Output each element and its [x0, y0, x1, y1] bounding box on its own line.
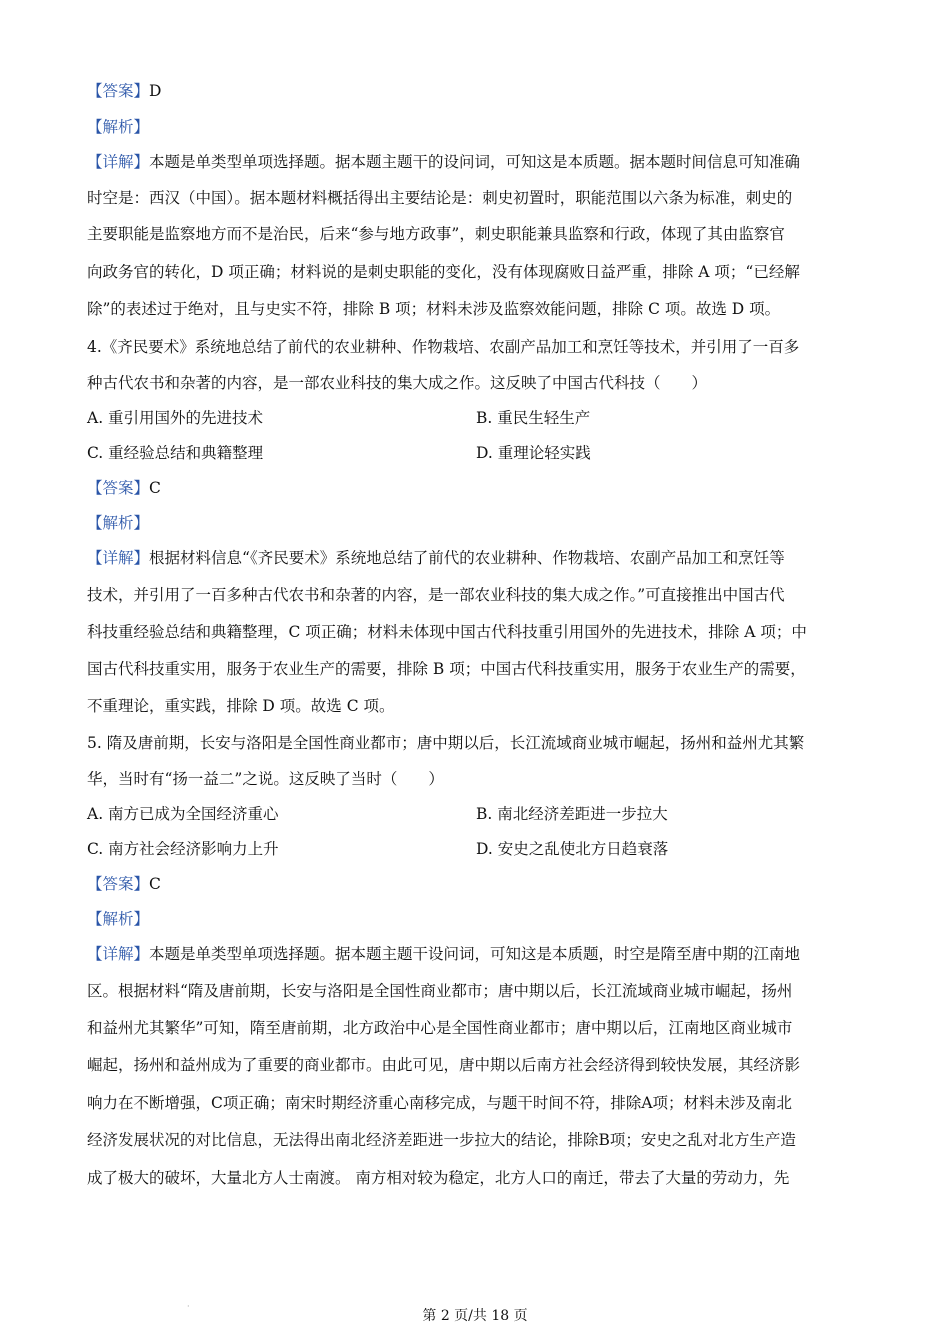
detail-text: 本题是单类型单项选择题。据本题主题干设问词，可知这是本质题，时空是隋至唐中期的江南地	[149, 945, 801, 963]
answer-tag: 【答案】	[87, 479, 150, 497]
detail-line: 响力在不断增强，C项正确；南宋时期经济重心南移完成，与题干时间不符，排除A项；材料未涉及南北	[87, 1094, 793, 1112]
option-a: A. 南方已成为全国经济重心	[87, 805, 279, 823]
option-d: D. 安史之乱使北方日趋衰落	[476, 840, 669, 858]
option-b: B. 南北经济差距进一步拉大	[476, 805, 668, 823]
option-c: C. 南方社会经济影响力上升	[87, 840, 279, 858]
option-b: B. 重民生轻生产	[476, 409, 591, 427]
answer-tag: 【答案】	[87, 875, 150, 893]
answer-value: C	[149, 875, 161, 893]
detail-line: 主要职能是监察地方而不是治民，后来“参与地方政事”，刺史职能兼具监察和行政，体现了其由监察官	[87, 225, 785, 243]
detail-tag: 【详解】	[87, 549, 150, 567]
detail-line: 科技重经验总结和典籍整理，C 项正确；材料未体现中国古代科技重引用国外的先进技术，排除 A 项；中	[87, 623, 807, 641]
answer-value: C	[149, 479, 161, 497]
answer-tag: 【答案】	[87, 82, 150, 100]
answer-line	[87, 874, 867, 894]
detail-line	[87, 944, 867, 964]
option-c: C. 重经验总结和典籍整理	[87, 444, 264, 462]
detail-line: 国古代科技重实用，服务于农业生产的需要，排除 B 项；中国古代科技重实用，服务于农业生产的需要，	[87, 660, 806, 678]
detail-line: 技术，并引用了一百多种古代农书和杂著的内容，是一部农业科技的集大成之作。”可直接推出中国古代	[87, 586, 785, 604]
option-d: D. 重理论轻实践	[476, 444, 591, 462]
question-stem: 种古代农书和杂著的内容，是一部农业科技的集大成之作。这反映了中国古代科技（ ）	[87, 374, 708, 392]
detail-line: 和益州尤其繁华”可知，隋至唐前期，北方政治中心是全国性商业都市；唐中期以后，江南地区商业城市	[87, 1019, 793, 1037]
answer-value: D	[149, 82, 162, 100]
answer-line	[87, 81, 867, 101]
detail-line	[87, 548, 867, 568]
question-stem: 华，当时有“扬一益二”之说。这反映了当时（ ）	[87, 770, 444, 788]
detail-line: 经济发展状况的对比信息，无法得出南北经济差距进一步拉大的结论，排除B项；安史之乱对北方生产造	[87, 1131, 796, 1149]
option-a: A. 重引用国外的先进技术	[87, 409, 264, 427]
analysis-tag: 【解析】	[87, 118, 150, 136]
detail-line: 时空是：西汉（中国）。据本题材料概括得出主要结论是：刺史初置时，职能范围以六条为标准，刺史的	[87, 189, 793, 207]
analysis-tag: 【解析】	[87, 514, 150, 532]
detail-tag: 【详解】	[87, 153, 150, 171]
detail-line: 不重理论，重实践，排除 D 项。故选 C 项。	[87, 697, 395, 715]
answer-line	[87, 478, 867, 498]
scan-mark: ·	[187, 1302, 190, 1311]
page-number: 第 2 页/共 18 页	[422, 1308, 528, 1324]
detail-line: 成了极大的破坏，大量北方人士南渡。 南方相对较为稳定，北方人口的南迁，带去了大量的劳动力，先	[87, 1169, 790, 1187]
detail-line: 崛起，扬州和益州成为了重要的商业都市。由此可见，唐中期以后南方社会经济得到较快发展，其经济影	[87, 1056, 801, 1074]
detail-line: 除”的表述过于绝对，且与史实不符，排除 B 项；材料未涉及监察效能问题，排除 C 项。故选 D 项。	[87, 300, 781, 318]
question-stem: 4.《齐民要术》系统地总结了前代的农业耕种、作物栽培、农副产品加工和烹饪等技术，并引用了一百多	[87, 338, 800, 356]
detail-text: 根据材料信息“《齐民要术》系统地总结了前代的农业耕种、作物栽培、农副产品加工和烹饪等	[149, 549, 785, 567]
analysis-tag: 【解析】	[87, 910, 150, 928]
detail-text: 本题是单类型单项选择题。据本题主题干的设问词，可知这是本质题。据本题时间信息可知准确	[149, 153, 801, 171]
detail-line: 向政务官的转化，D 项正确；材料说的是刺史职能的变化，没有体现腐败日益严重，排除 A 项；“已经解	[87, 263, 800, 281]
detail-tag: 【详解】	[87, 945, 150, 963]
detail-line: 区。根据材料“隋及唐前期，长安与洛阳是全国性商业都市；唐中期以后，长江流域商业城市崛起，扬州	[87, 982, 793, 1000]
question-stem: 5. 隋及唐前期，长安与洛阳是全国性商业都市；唐中期以后，长江流域商业城市崛起，扬州和益州尤其繁	[87, 734, 805, 752]
detail-line	[87, 152, 867, 172]
